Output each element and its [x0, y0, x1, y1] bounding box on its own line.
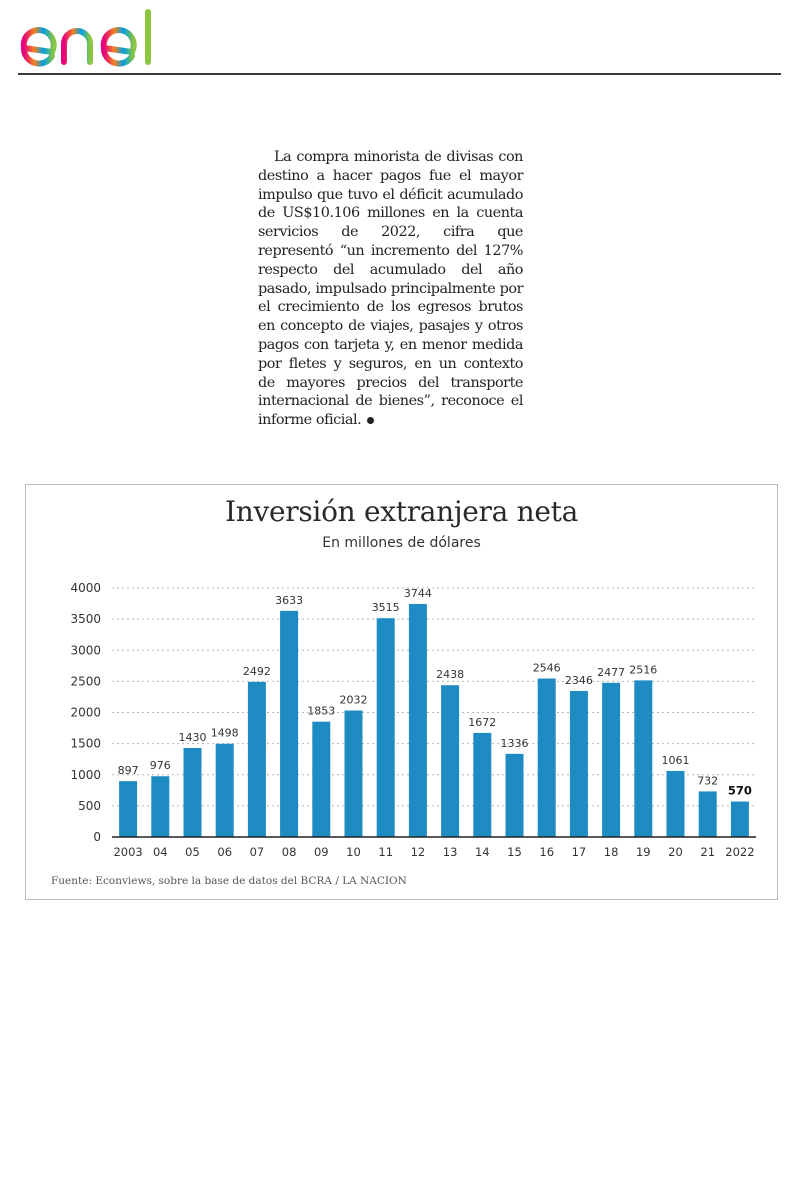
- x-tick-label: 06: [217, 845, 233, 859]
- bar: [248, 682, 266, 837]
- bar-value-label: 2477: [597, 665, 626, 679]
- chart-subtitle: En millones de dólares: [322, 535, 481, 551]
- x-tick-label: 05: [185, 845, 200, 859]
- x-tick-label: 14: [474, 845, 490, 859]
- x-tick-label: 13: [442, 845, 458, 859]
- bar: [731, 802, 749, 837]
- x-tick-label: 20: [668, 845, 683, 859]
- bar: [377, 618, 395, 837]
- y-tick-label: 3000: [70, 643, 101, 658]
- enel-logo: [18, 6, 180, 68]
- x-tick-label: 12: [410, 845, 426, 859]
- bar: [441, 685, 459, 837]
- bar-value-label: 2516: [629, 663, 658, 677]
- article-body: [258, 148, 523, 430]
- y-tick-label: 1500: [70, 736, 101, 751]
- x-tick-label: 21: [700, 845, 716, 859]
- bar-value-label: 2346: [564, 673, 593, 687]
- bar-value-label: 570: [727, 783, 752, 798]
- bar-value-label: 2032: [339, 693, 368, 707]
- bar: [570, 691, 588, 837]
- bar-value-label: 2546: [532, 661, 561, 675]
- bar: [602, 683, 620, 837]
- bar-value-label: 1061: [661, 753, 690, 767]
- bar-value-label: 976: [149, 759, 171, 773]
- article-paragraph: [258, 148, 523, 430]
- bar-value-label: 2492: [242, 664, 271, 678]
- bar: [473, 733, 491, 837]
- bar: [699, 791, 717, 837]
- x-tick-label: 15: [507, 845, 522, 859]
- bar-value-label: 3515: [371, 601, 400, 615]
- bar: [280, 611, 298, 837]
- bar: [409, 604, 427, 837]
- x-tick-label: 2022: [725, 845, 755, 859]
- x-tick-label: 09: [313, 845, 329, 859]
- chart-title: Inversión extranjera neta: [225, 495, 578, 528]
- article-text: La compra minorista de divisas con destino a hacer pagos fue el mayor impulso que tuvo el déficit acumulado de US$10.106 millones en la cuenta servicios de 2022, cifra que representó “un incremento del 127% respecto del acumulado del año pasado, impulsado principalmente por el crecimiento de los egresos brutos en concepto de viajes, pasajes y otros pagos con tarjeta y, en menor medida por fletes y seguros, en un contexto de mayores precios del transporte internacional de bienes”, reconoce el informe oficial.: [258, 149, 523, 429]
- x-tick-label: 04: [152, 845, 168, 859]
- chart-card: [25, 484, 778, 900]
- bar-value-label: 2438: [436, 668, 465, 682]
- bar-value-label: 732: [697, 774, 719, 788]
- x-tick-label: 10: [346, 845, 361, 859]
- y-tick-label: 500: [78, 798, 101, 813]
- x-tick-label: 11: [378, 845, 394, 859]
- bar: [184, 748, 202, 837]
- bar: [506, 754, 524, 837]
- y-tick-label: 2500: [70, 674, 101, 689]
- bar: [667, 771, 685, 837]
- x-tick-label: 19: [635, 845, 651, 859]
- y-tick-label: 2000: [70, 705, 101, 720]
- enel-logo-mark: [18, 6, 180, 68]
- y-tick-label: 1000: [70, 767, 101, 782]
- bar-value-label: 1853: [307, 704, 336, 718]
- bar: [119, 781, 137, 837]
- bar: [634, 680, 652, 837]
- bar: [312, 722, 330, 837]
- x-tick-label: 16: [539, 845, 555, 859]
- chart-source: Fuente: Econviews, sobre la base de datos del BCRA / LA NACION: [51, 875, 407, 887]
- x-tick-label: 2003: [113, 845, 143, 859]
- x-tick-label: 18: [603, 845, 619, 859]
- header-rule: [18, 73, 781, 75]
- bar-value-label: 3633: [275, 593, 304, 607]
- bar: [216, 744, 234, 837]
- y-tick-label: 0: [93, 830, 101, 844]
- x-tick-label: 17: [571, 845, 587, 859]
- bar-value-label: 1336: [500, 736, 529, 750]
- bar: [345, 711, 363, 837]
- x-tick-label: 08: [281, 845, 297, 859]
- bar-value-label: 3744: [403, 586, 432, 600]
- end-mark-icon: [367, 417, 374, 424]
- y-tick-label: 3500: [70, 612, 101, 627]
- bar: [538, 679, 556, 837]
- bar-value-label: 1498: [210, 726, 239, 740]
- bar-value-label: 1430: [178, 730, 207, 744]
- bar: [151, 776, 169, 837]
- x-tick-label: 07: [249, 845, 265, 859]
- y-tick-label: 4000: [70, 581, 101, 595]
- bar-value-label: 1672: [468, 715, 497, 729]
- bar-chart: [26, 485, 777, 865]
- bar-value-label: 897: [117, 764, 139, 778]
